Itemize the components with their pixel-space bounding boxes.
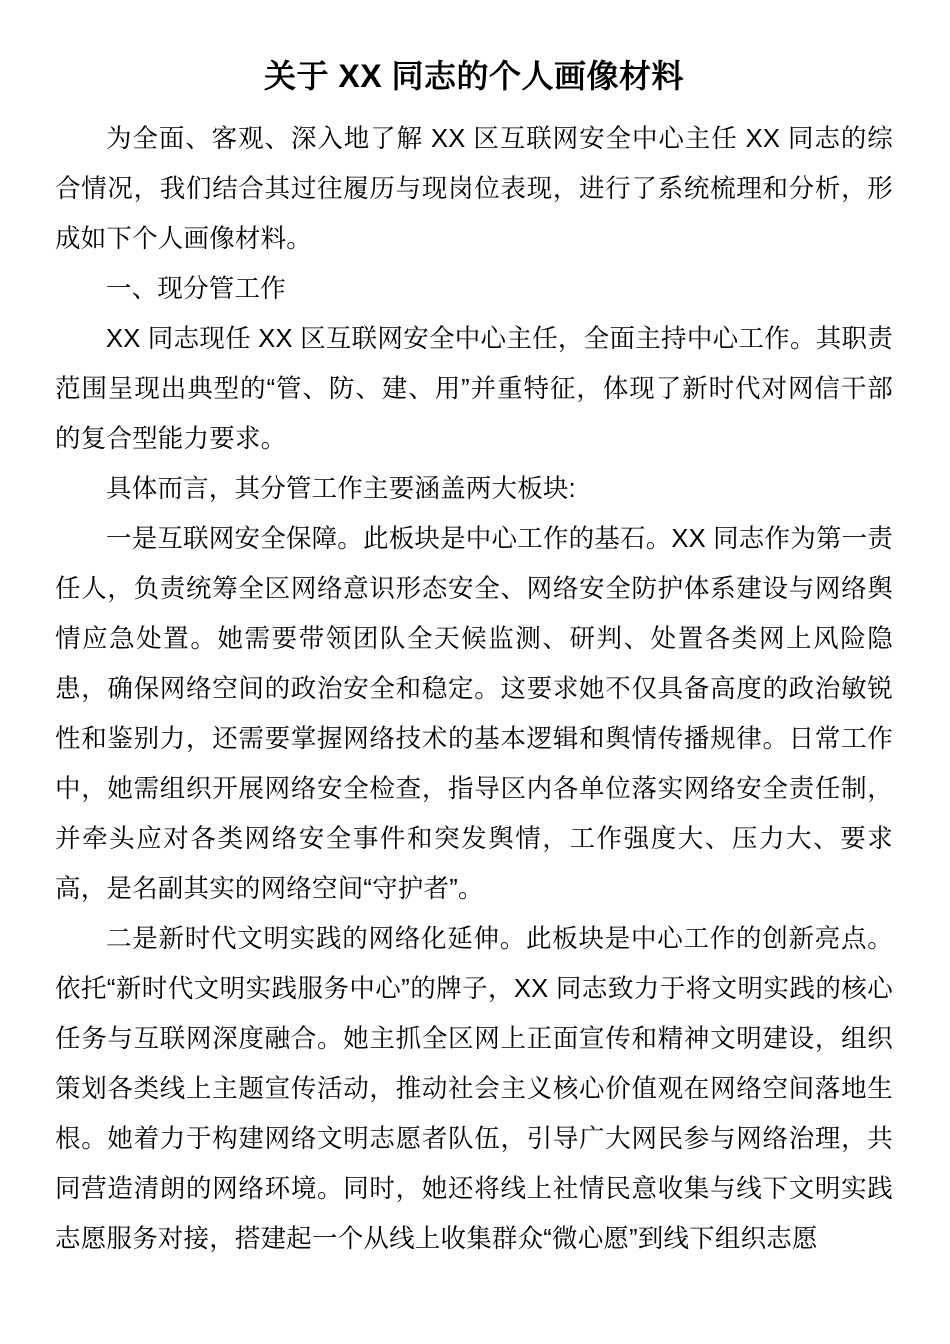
intro-paragraph: 为全面、客观、深入地了解 XX 区互联网安全中心主任 XX 同志的综合情况，我们结合其过往履历与现岗位表现，进行了系统梳理和分析，形成如下个人画像材料。 (55, 125, 893, 253)
current-duties-paragraph: XX 同志现任 XX 区互联网安全中心主任，全面主持中心工作。其职责范围呈现出典型的“管、防、建、用”并重特征，体现了新时代对网信干部的复合型能力要求。 (55, 325, 893, 453)
section-heading-1: 一、现分管工作 (106, 275, 286, 303)
scope-lead-in-paragraph: 具体而言，其分管工作主要涵盖两大板块: (106, 475, 576, 503)
page-title: 关于 XX 同志的个人画像材料 (264, 58, 684, 94)
document-body (55, 114, 893, 1264)
duty-item-two-paragraph: 二是新时代文明实践的网络化延伸。此板块是中心工作的创新亮点。依托“新时代文明实践服务中心”的牌子，XX 同志致力于将文明实践的核心任务与互联网深度融合。她主抓全区网上正面宣传和精神文明建设，组织策划各类线上主题宣传活动，推动社会主义核心价值观在网络空间落地生根。她着力于构建网络文明志愿者队伍，引导广大网民参与网络治理，共同营造清朗的网络环境。同时，她还将线上社情民意收集与线下文明实践志愿服务对接，搭建起一个从线上收集群众“微心愿”到线下组织志愿 (55, 925, 893, 1253)
duty-item-one-paragraph: 一是互联网安全保障。此板块是中心工作的基石。XX 同志作为第一责任人，负责统筹全区网络意识形态安全、网络安全防护体系建设与网络舆情应急处置。她需要带领团队全天候监测、研判、处置各类网上风险隐患，确保网络空间的政治安全和稳定。这要求她不仅具备高度的政治敏锐性和鉴别力，还需要掌握网络技术的基本逻辑和舆情传播规律。日常工作中，她需组织开展网络安全检查，指导区内各单位落实网络安全责任制，并牵头应对各类网络安全事件和突发舆情，工作强度大、压力大、要求高，是名副其实的网络空间“守护者”。 (55, 525, 894, 903)
